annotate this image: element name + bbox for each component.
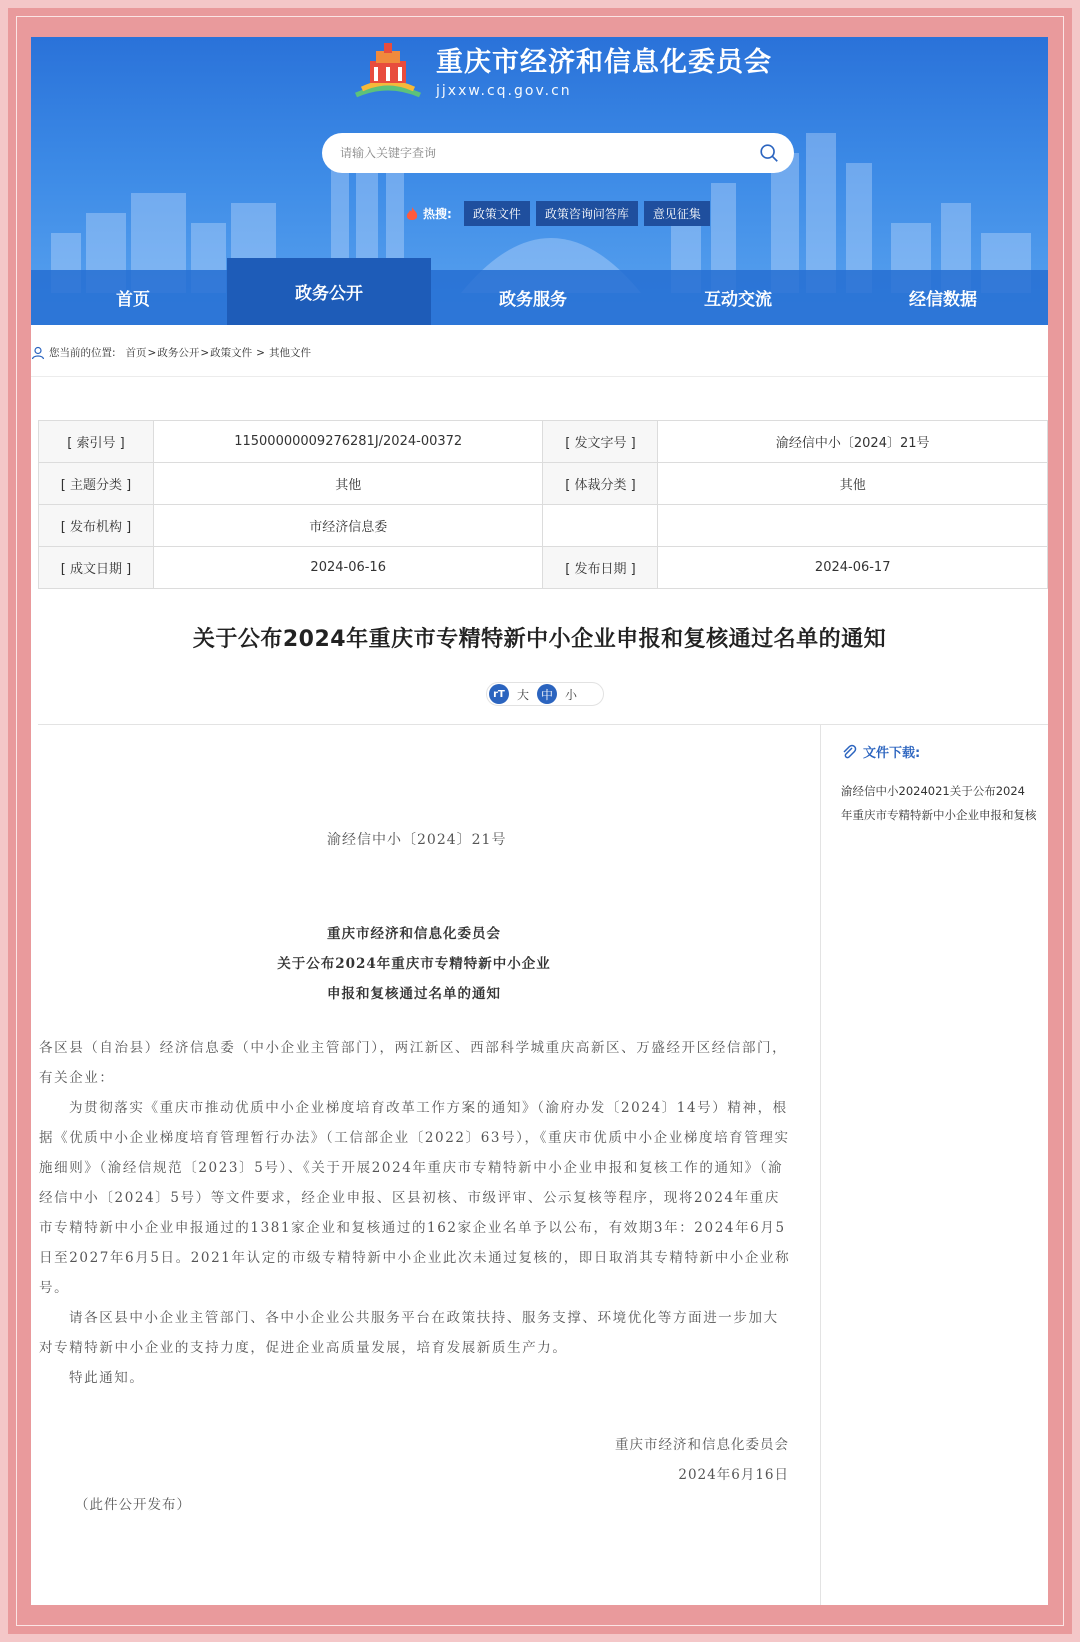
font-size-medium-button[interactable]: 中 [537, 684, 557, 704]
meta-value-docno: 渝经信中小〔2024〕21号 [658, 421, 1048, 463]
body-heading-line-1: 重庆市经济和信息化委员会 [327, 926, 501, 942]
signature-date: 2024年6月16日 [678, 1467, 789, 1483]
location-person-icon [31, 346, 45, 360]
site-header [31, 37, 1048, 325]
meta-value-index: 11500000009276281J/2024-00372 [153, 421, 543, 463]
meta-value-org: 市经济信息委 [153, 505, 543, 547]
download-title: 文件下载: [841, 742, 1048, 761]
body-paragraph-1: 为贯彻落实《重庆市推动优质中小企业梯度培育改革工作方案的通知》（渝府办发〔2024〕14号）精神，根据《优质中小企业梯度培育管理暂行办法》（工信部企业〔2022〕63号），《重庆市优质中小企业梯度培育管理实施细则》（渝经信规范〔2023〕5号）、《关于开展2024年重庆市专精特新中小企业申报和复核工作的通知》（渝经信中小〔2024〕5号）等文件要求，经企业申报、区县初核、市级评审、公示复核等程序，现将2024年重庆市专精特新中小企业申报通过的1381家企业和复核通过的162家企业名单予以公布，有效期3年：2024年6月5日至2027年6月5日。2021年认定的市级专精特新中小企业此次未通过复核的，即日取消其专精特新中小企业称号。 [39, 1100, 791, 1296]
nav-data[interactable]: 经信数据 [909, 290, 977, 310]
hot-tag-policy-qa[interactable]: 政策咨询问答库 [536, 201, 638, 226]
meta-value-topic: 其他 [153, 463, 543, 505]
breadcrumb-gov-affairs[interactable]: 政务公开 [157, 347, 200, 359]
addressee-paragraph: 各区县（自治县）经济信息委（中小企业主管部门），两江新区、西部科学城重庆高新区、万盛经开区经信部门，有关企业： [39, 1040, 788, 1086]
meta-key-genre: [ 体裁分类 ] [543, 463, 658, 505]
hot-tag-opinion[interactable]: 意见征集 [644, 201, 710, 226]
signature-org: 重庆市经济和信息化委员会 [615, 1437, 789, 1453]
body-heading-line-2: 关于公布2024年重庆市专精特新中小企业 [277, 956, 551, 972]
meta-value-empty [658, 505, 1048, 547]
table-row [39, 547, 1048, 589]
document-number: 渝经信中小〔2024〕21号 [327, 832, 507, 848]
download-file-link[interactable] [841, 779, 1048, 827]
chongqing-emblem-icon [348, 41, 428, 103]
font-size-large-button[interactable]: 大 [517, 687, 530, 702]
breadcrumb-separator: > [200, 346, 210, 359]
breadcrumb-separator: > [147, 346, 157, 359]
sidebar-divider [820, 725, 821, 1605]
meta-key-topic: [ 主题分类 ] [39, 463, 154, 505]
flame-icon [405, 206, 419, 222]
meta-key-made-date: [ 成文日期 ] [39, 547, 154, 589]
download-file-link-line-2: 年重庆市专精特新中小企业申报和复核 [841, 808, 1037, 822]
meta-value-genre: 其他 [658, 463, 1048, 505]
search-bar [322, 133, 794, 173]
meta-key-org: [ 发布机构 ] [39, 505, 154, 547]
publication-note: （此件公开发布） [75, 1497, 191, 1513]
breadcrumb-separator: > [256, 346, 265, 359]
table-row [39, 421, 1048, 463]
paperclip-icon [841, 744, 857, 760]
meta-key-empty [543, 505, 658, 547]
nav-gov-affairs[interactable]: 政务公开 [227, 258, 431, 325]
site-title: 重庆市经济和信息化委员会 [436, 47, 772, 78]
breadcrumb-other-docs[interactable]: 其他文件 [268, 347, 311, 359]
meta-value-pub-date: 2024-06-17 [658, 547, 1048, 589]
document-meta-table [38, 420, 1048, 589]
hot-search-label: 热搜: [405, 205, 452, 222]
breadcrumb [31, 329, 1048, 377]
nav-home[interactable]: 首页 [116, 290, 150, 310]
text-size-icon: rT [489, 684, 509, 704]
search-input[interactable] [338, 145, 758, 161]
hot-search [405, 201, 710, 226]
hot-tag-policy-docs[interactable]: 政策文件 [464, 201, 530, 226]
body-heading-line-3: 申报和复核通过名单的通知 [327, 986, 501, 1002]
body-paragraph-2: 请各区县中小企业主管部门、各中小企业公共服务平台在政策扶持、服务支撑、环境优化等方面进一步加大对专精特新中小企业的支持力度，促进企业高质量发展，培育发展新质生产力。 [39, 1310, 779, 1356]
font-size-switcher [486, 682, 604, 706]
breadcrumb-prefix: 您当前的位置: [49, 347, 116, 359]
breadcrumb-policy-docs[interactable]: 政策文件 [210, 347, 253, 359]
meta-value-made-date: 2024-06-16 [153, 547, 543, 589]
main-nav [31, 258, 1048, 325]
closing-paragraph: 特此通知。 [69, 1370, 145, 1386]
download-file-link-line-1: 渝经信中小2024021关于公布2024 [841, 784, 1025, 798]
meta-key-docno: [ 发文字号 ] [543, 421, 658, 463]
table-row [39, 505, 1048, 547]
site-url: jjxxw.cq.gov.cn [436, 83, 572, 99]
meta-key-index: [ 索引号 ] [39, 421, 154, 463]
webpage [31, 37, 1048, 1605]
meta-key-pub-date: [ 发布日期 ] [543, 547, 658, 589]
search-icon[interactable] [758, 142, 780, 164]
nav-interaction[interactable]: 互动交流 [704, 290, 772, 310]
font-size-small-button[interactable]: 小 [565, 687, 578, 702]
nav-gov-services[interactable]: 政务服务 [499, 290, 567, 310]
breadcrumb-home[interactable]: 首页 [125, 347, 147, 359]
content-divider [38, 724, 1048, 725]
document-title: 关于公布2024年重庆市专精特新中小企业申报和复核通过名单的通知 [192, 627, 887, 652]
site-logo[interactable] [348, 41, 772, 111]
table-row [39, 463, 1048, 505]
download-sidebar [841, 742, 1048, 827]
